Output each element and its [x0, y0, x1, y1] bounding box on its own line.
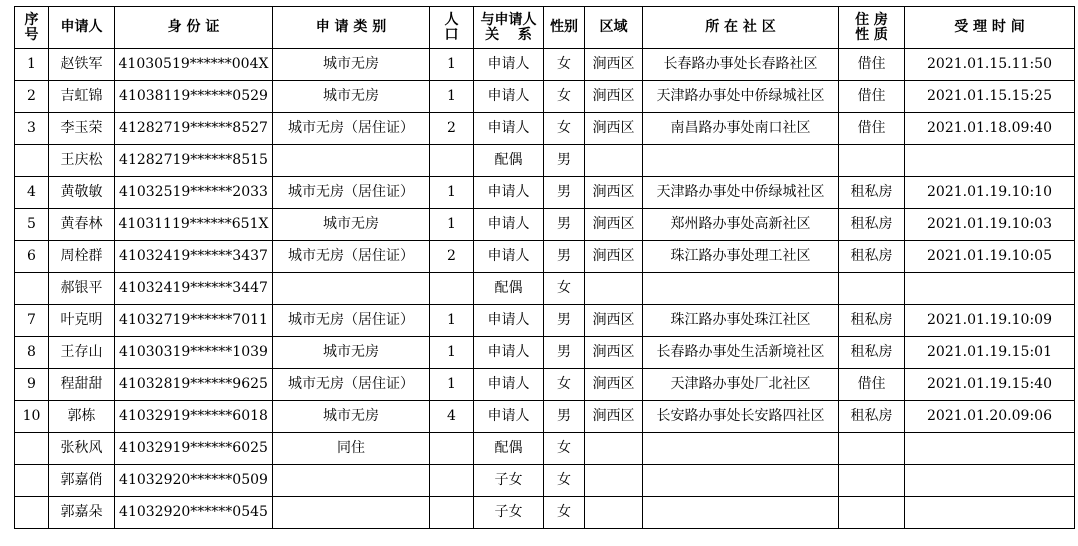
cell-id: 41032919******6025: [115, 433, 273, 465]
cell-time: 2021.01.19.15:01: [905, 337, 1075, 369]
cell-housing: 借住: [839, 113, 905, 145]
cell-area: 涧西区: [585, 81, 643, 113]
cell-name: 郭嘉俏: [49, 465, 115, 497]
cell-count: [430, 497, 474, 529]
cell-type: 城市无房（居住证）: [273, 369, 430, 401]
table-row: [15, 49, 1075, 81]
cell-relation: 申请人: [474, 177, 544, 209]
cell-gender: 女: [544, 273, 585, 305]
cell-id: 41030519******004X: [115, 49, 273, 81]
cell-id: 41031119******651X: [115, 209, 273, 241]
cell-relation: 子女: [474, 497, 544, 529]
header-area: 区域: [585, 7, 643, 49]
cell-id: 41032519******2033: [115, 177, 273, 209]
cell-count: 1: [430, 369, 474, 401]
cell-id: 41032919******6018: [115, 401, 273, 433]
cell-count: 1: [430, 81, 474, 113]
cell-community: 长安路办事处长安路四社区: [643, 401, 839, 433]
cell-relation: 配偶: [474, 145, 544, 177]
table-row: [15, 113, 1075, 145]
cell-name: 张秋风: [49, 433, 115, 465]
cell-seq: 9: [15, 369, 49, 401]
cell-time: [905, 497, 1075, 529]
cell-time: 2021.01.15.11:50: [905, 49, 1075, 81]
cell-type: 城市无房: [273, 209, 430, 241]
header-type: 申 请 类 别: [273, 7, 430, 49]
cell-housing: [839, 465, 905, 497]
cell-name: 郭栋: [49, 401, 115, 433]
cell-area: [585, 433, 643, 465]
cell-relation: 子女: [474, 465, 544, 497]
cell-id: 41032419******3447: [115, 273, 273, 305]
cell-community: 珠江路办事处珠江社区: [643, 305, 839, 337]
table-row: [15, 465, 1075, 497]
cell-housing: 借住: [839, 81, 905, 113]
cell-gender: 女: [544, 113, 585, 145]
cell-area: 涧西区: [585, 401, 643, 433]
cell-id: 41032819******9625: [115, 369, 273, 401]
cell-seq: 7: [15, 305, 49, 337]
cell-housing: 租私房: [839, 209, 905, 241]
cell-count: [430, 273, 474, 305]
cell-name: 周栓群: [49, 241, 115, 273]
cell-type: [273, 273, 430, 305]
cell-id: 41282719******8515: [115, 145, 273, 177]
cell-seq: [15, 497, 49, 529]
cell-time: 2021.01.19.15:40: [905, 369, 1075, 401]
cell-gender: 男: [544, 241, 585, 273]
cell-area: [585, 497, 643, 529]
applicant-table: [14, 6, 1075, 529]
cell-area: 涧西区: [585, 305, 643, 337]
cell-community: 珠江路办事处理工社区: [643, 241, 839, 273]
table-row: [15, 145, 1075, 177]
cell-name: 黄春林: [49, 209, 115, 241]
header-row: [15, 7, 1075, 49]
cell-gender: 女: [544, 433, 585, 465]
cell-count: 4: [430, 401, 474, 433]
cell-relation: 配偶: [474, 433, 544, 465]
cell-name: 李玉荣: [49, 113, 115, 145]
cell-time: 2021.01.20.09:06: [905, 401, 1075, 433]
cell-name: 郭嘉朵: [49, 497, 115, 529]
cell-type: 城市无房: [273, 81, 430, 113]
cell-community: [643, 497, 839, 529]
cell-time: [905, 145, 1075, 177]
cell-relation: 申请人: [474, 369, 544, 401]
cell-count: 1: [430, 305, 474, 337]
cell-gender: 男: [544, 209, 585, 241]
cell-seq: [15, 145, 49, 177]
cell-time: 2021.01.19.10:05: [905, 241, 1075, 273]
cell-id: 41032920******0545: [115, 497, 273, 529]
cell-housing: 租私房: [839, 241, 905, 273]
cell-count: [430, 145, 474, 177]
cell-relation: 申请人: [474, 49, 544, 81]
cell-type: [273, 465, 430, 497]
cell-relation: 配偶: [474, 273, 544, 305]
cell-id: 41030319******1039: [115, 337, 273, 369]
cell-area: 涧西区: [585, 113, 643, 145]
cell-name: 吉虹锦: [49, 81, 115, 113]
cell-type: [273, 145, 430, 177]
cell-housing: 借住: [839, 49, 905, 81]
cell-time: [905, 433, 1075, 465]
cell-relation: 申请人: [474, 209, 544, 241]
header-time: 受 理 时 间: [905, 7, 1075, 49]
cell-community: [643, 273, 839, 305]
cell-count: 1: [430, 49, 474, 81]
cell-gender: 男: [544, 305, 585, 337]
cell-gender: 男: [544, 145, 585, 177]
cell-name: 叶克明: [49, 305, 115, 337]
cell-community: 郑州路办事处高新社区: [643, 209, 839, 241]
cell-name: 郝银平: [49, 273, 115, 305]
cell-count: 1: [430, 209, 474, 241]
cell-id: 41032920******0509: [115, 465, 273, 497]
cell-gender: 男: [544, 177, 585, 209]
cell-community: 长春路办事处生活新境社区: [643, 337, 839, 369]
cell-time: [905, 465, 1075, 497]
cell-seq: 8: [15, 337, 49, 369]
table-row: [15, 369, 1075, 401]
cell-name: 赵铁军: [49, 49, 115, 81]
cell-housing: 借住: [839, 369, 905, 401]
cell-gender: 女: [544, 49, 585, 81]
cell-area: 涧西区: [585, 369, 643, 401]
cell-id: 41032719******7011: [115, 305, 273, 337]
table-row: [15, 305, 1075, 337]
cell-gender: 男: [544, 401, 585, 433]
cell-time: 2021.01.18.09:40: [905, 113, 1075, 145]
table-row: [15, 337, 1075, 369]
cell-type: 城市无房（居住证）: [273, 305, 430, 337]
header-gender: 性别: [544, 7, 585, 49]
header-housing: 住 房 性 质: [839, 7, 905, 49]
cell-relation: 申请人: [474, 337, 544, 369]
cell-type: 城市无房（居住证）: [273, 241, 430, 273]
cell-relation: 申请人: [474, 81, 544, 113]
cell-id: 41032419******3437: [115, 241, 273, 273]
cell-name: 黄敬敏: [49, 177, 115, 209]
cell-community: 南昌路办事处南口社区: [643, 113, 839, 145]
cell-gender: 男: [544, 337, 585, 369]
cell-seq: 10: [15, 401, 49, 433]
cell-seq: [15, 433, 49, 465]
cell-community: 长春路办事处长春路社区: [643, 49, 839, 81]
cell-seq: 2: [15, 81, 49, 113]
table-row: [15, 497, 1075, 529]
cell-count: 2: [430, 113, 474, 145]
cell-time: 2021.01.19.10:09: [905, 305, 1075, 337]
cell-type: 城市无房: [273, 401, 430, 433]
header-id: 身 份 证: [115, 7, 273, 49]
cell-seq: 5: [15, 209, 49, 241]
cell-area: [585, 273, 643, 305]
cell-area: 涧西区: [585, 209, 643, 241]
cell-seq: [15, 273, 49, 305]
cell-count: [430, 465, 474, 497]
cell-relation: 申请人: [474, 113, 544, 145]
cell-community: [643, 145, 839, 177]
cell-relation: 申请人: [474, 401, 544, 433]
cell-seq: 4: [15, 177, 49, 209]
table-row: [15, 433, 1075, 465]
cell-area: [585, 145, 643, 177]
cell-housing: 租私房: [839, 337, 905, 369]
cell-community: [643, 465, 839, 497]
table-row: [15, 401, 1075, 433]
cell-time: 2021.01.19.10:10: [905, 177, 1075, 209]
cell-community: [643, 433, 839, 465]
header-seq: 序 号: [15, 7, 49, 49]
cell-type: [273, 497, 430, 529]
cell-count: [430, 433, 474, 465]
cell-relation: 申请人: [474, 305, 544, 337]
cell-count: 1: [430, 337, 474, 369]
cell-gender: 女: [544, 81, 585, 113]
cell-name: 王存山: [49, 337, 115, 369]
cell-seq: 3: [15, 113, 49, 145]
cell-area: [585, 465, 643, 497]
table-body: [15, 49, 1075, 529]
header-name: 申请人: [49, 7, 115, 49]
cell-community: 天津路办事处中侨绿城社区: [643, 81, 839, 113]
cell-housing: [839, 145, 905, 177]
cell-type: 城市无房: [273, 49, 430, 81]
table-row: [15, 177, 1075, 209]
cell-id: 41282719******8527: [115, 113, 273, 145]
cell-housing: [839, 433, 905, 465]
cell-seq: 6: [15, 241, 49, 273]
cell-time: 2021.01.15.15:25: [905, 81, 1075, 113]
cell-area: 涧西区: [585, 177, 643, 209]
cell-housing: 租私房: [839, 401, 905, 433]
table-row: [15, 209, 1075, 241]
cell-community: 天津路办事处中侨绿城社区: [643, 177, 839, 209]
cell-seq: 1: [15, 49, 49, 81]
cell-id: 41038119******0529: [115, 81, 273, 113]
cell-housing: 租私房: [839, 305, 905, 337]
cell-area: 涧西区: [585, 337, 643, 369]
cell-community: 天津路办事处厂北社区: [643, 369, 839, 401]
cell-name: 王庆松: [49, 145, 115, 177]
cell-type: 城市无房（居住证）: [273, 113, 430, 145]
table-row: [15, 273, 1075, 305]
cell-type: 城市无房（居住证）: [273, 177, 430, 209]
cell-time: [905, 273, 1075, 305]
cell-gender: 女: [544, 369, 585, 401]
cell-type: 城市无房: [273, 337, 430, 369]
cell-gender: 女: [544, 465, 585, 497]
cell-type: 同住: [273, 433, 430, 465]
cell-relation: 申请人: [474, 241, 544, 273]
cell-seq: [15, 465, 49, 497]
cell-housing: 租私房: [839, 177, 905, 209]
cell-count: 1: [430, 177, 474, 209]
header-community: 所 在 社 区: [643, 7, 839, 49]
cell-gender: 女: [544, 497, 585, 529]
cell-housing: [839, 497, 905, 529]
cell-area: 涧西区: [585, 241, 643, 273]
cell-time: 2021.01.19.10:03: [905, 209, 1075, 241]
table-row: [15, 81, 1075, 113]
header-count: 人 口: [430, 7, 474, 49]
table-row: [15, 241, 1075, 273]
header-relation: 与申请人 关 系: [474, 7, 544, 49]
cell-name: 程甜甜: [49, 369, 115, 401]
cell-housing: [839, 273, 905, 305]
cell-count: 2: [430, 241, 474, 273]
cell-area: 涧西区: [585, 49, 643, 81]
